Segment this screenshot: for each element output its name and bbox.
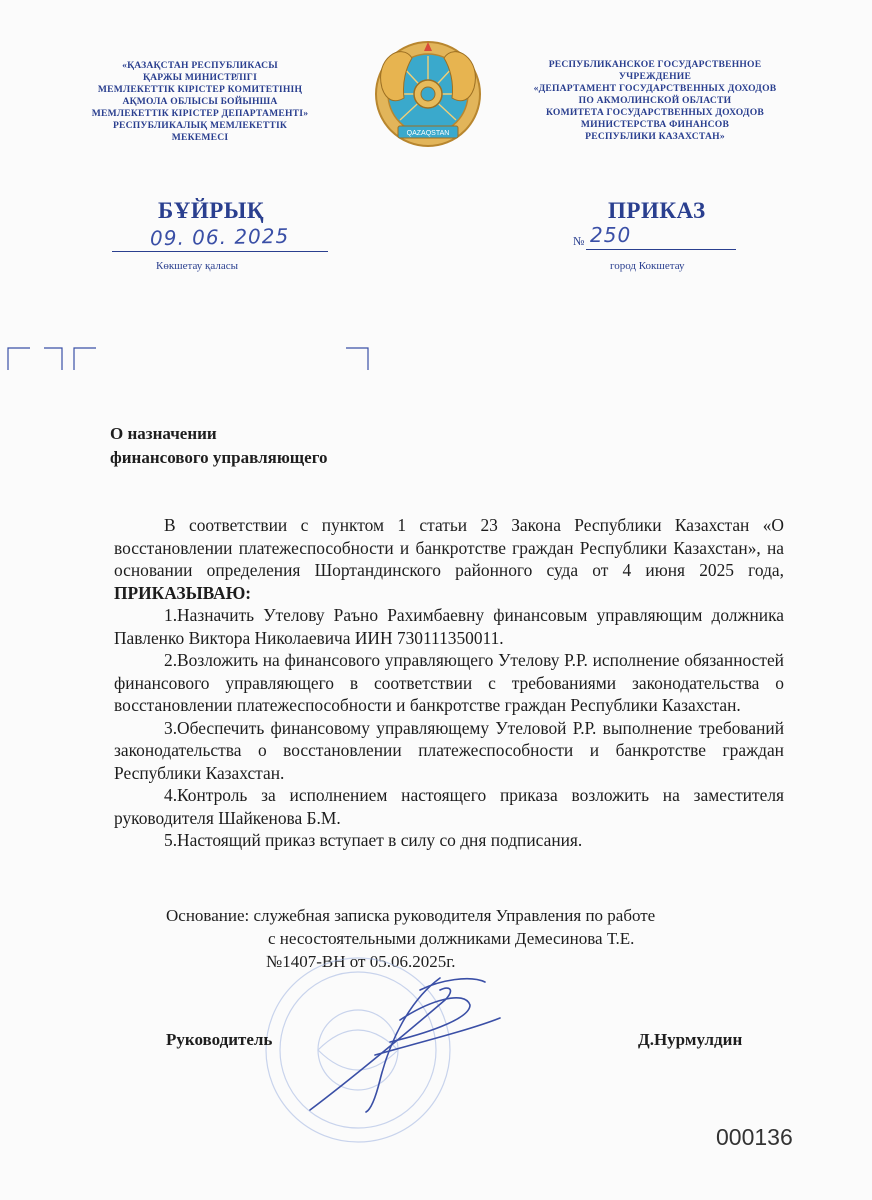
number-underline [586,249,736,250]
document-serial-number: 000136 [716,1124,793,1150]
header-right-line: МИНИСТЕРСТВА ФИНАНСОВ [580,119,730,130]
kazakhstan-emblem-icon [372,38,484,150]
handwritten-signature-icon [270,960,530,1120]
order-item: 1.Назначить Утелову Раъно Рахимбаевну финансовым управляющим должника Павленко Виктора Николаевича ИИН 730111350011. [114,605,784,648]
header-right-line: РЕСПУБЛИКАНСКОЕ ГОСУДАРСТВЕННОЕ [548,59,762,70]
city-kazakh: Көкшетау қаласы [156,260,239,272]
header-left-line: ҚАРЖЫ МИНИСТРЛІГІ [142,72,258,83]
order-item: 3.Обеспечить финансовому управляющему Утеловой Р.Р. выполнение требований законодательства о восстановлении платежеспособности и банкротстве граждан Республики Казахстан. [114,717,784,783]
subject-line: финансового управляющего [110,448,328,467]
signatory-name: Д.Нурмулдин [638,1030,743,1049]
order-item: 5.Настоящий приказ вступает в силу со дня подписания. [164,830,583,850]
order-subject [110,422,328,470]
header-left-line: МЕМЛЕКЕТТІК КІРІСТЕР КОМИТЕТІНІҢ [97,84,303,95]
basis-line: №1407-ВН от 05.06.2025г. [266,952,456,971]
order-date: 09. 06. 2025 [149,223,290,251]
order-item: 2.Возложить на финансового управляющего Утелову Р.Р. исполнение обязанностей финансового управляющего в соответствии с требованиями законодательства о восстановлении платежеспособности и банкротстве граждан Республики Казахстан. [114,650,784,715]
header-right-line: «ДЕПАРТАМЕНТ ГОСУДАРСТВЕННЫХ ДОХОДОВ [533,83,777,94]
order-word: ПРИКАЗЫВАЮ: [114,582,252,603]
basis-line: с несостоятельными должниками Демесинова Т.Е. [268,929,635,948]
preamble-text: В соответствии с пунктом 1 статьи 23 Закона Республики Казахстан «О восстановлении платежеспособности и банкротстве граждан Республики Казахстан», на основании определения Шортандинского районного суда от 4 июня 2025 года, [114,515,784,580]
title-kazakh: БҰЙРЫҚ [158,198,265,223]
preamble-paragraph [114,514,784,604]
header-right-line: ПО АКМОЛИНСКОЙ ОБЛАСТИ [578,95,732,106]
header-right-institution [505,59,805,143]
order-body [114,514,784,852]
address-corner-marks [0,340,380,370]
subject-line: О назначении [110,424,217,443]
header-right-line: УЧРЕЖДЕНИЕ [618,71,692,82]
signatory-title: Руководитель [166,1030,273,1049]
header-left-line: МЕКЕМЕСІ [171,132,229,143]
basis-line: Основание: служебная записка руководителя Управления по работе [166,906,656,925]
header-left-line: «ҚАЗАҚСТАН РЕСПУБЛИКАСЫ [122,60,278,71]
title-russian: ПРИКАЗ [608,198,706,223]
date-underline [112,251,328,252]
emblem-inscription: QAZAQSTAN [406,130,450,137]
header-left-line: АҚМОЛА ОБЛЫСЫ БОЙЫНША [122,96,278,107]
order-item: 4.Контроль за исполнением настоящего приказа возложить на заместителя руководителя Шайкенова Б.М. [114,785,784,828]
order-number: 250 [590,223,632,247]
header-left-line: МЕМЛЕКЕТТІК КІРІСТЕР ДЕПАРТАМЕНТІ» [91,108,309,119]
header-left-institution [70,60,330,144]
number-sign: № [573,234,585,248]
header-right-line: КОМИТЕТА ГОСУДАРСТВЕННЫХ ДОХОДОВ [546,107,764,118]
header-right-line: РЕСПУБЛИКИ КАЗАХСТАН» [585,131,725,142]
city-russian: город Кокшетау [610,260,685,272]
header-left-line: РЕСПУБЛИКАЛЫҚ МЕМЛЕКЕТТІК [112,120,288,131]
